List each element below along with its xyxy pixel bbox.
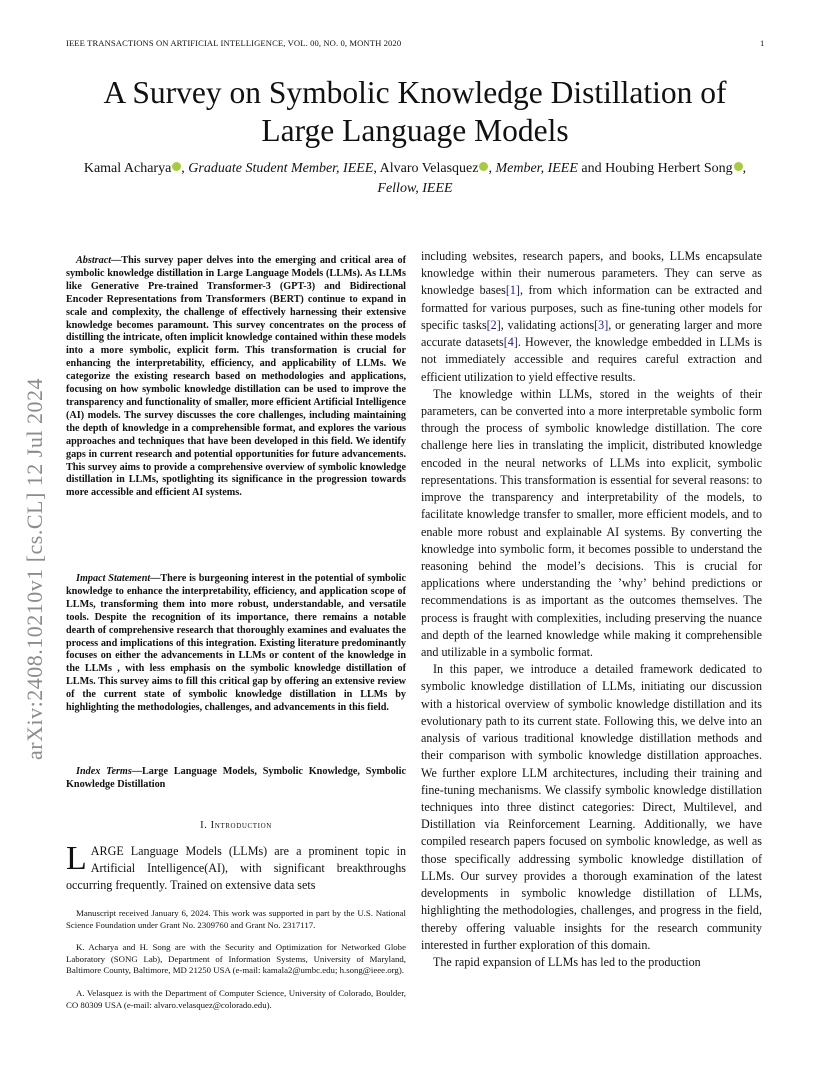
citation-link[interactable]: [1] — [505, 283, 520, 298]
orcid-icon[interactable] — [479, 162, 488, 171]
intro-text: ARGE Language Models (LLMs) are a prominent topic in Artificial Intelligence(AI), with significant breakthroughs occurring frequently. Trained on extensive data sets — [66, 844, 406, 893]
right-column-body — [421, 248, 762, 971]
author-2: Alvaro Velasquez — [379, 161, 479, 176]
author-1-role: Graduate Student Member, IEEE — [188, 161, 374, 176]
index-terms — [66, 766, 406, 792]
intro-paragraph — [66, 840, 406, 895]
index-terms-text: —Large Language Models, Symbolic Knowledge, Symbolic Knowledge Distillation — [66, 766, 406, 790]
abstract-text: —This survey paper delves into the emerging and critical area of symbolic knowledge distillation in Large Language Models (LLMs). As LLMs like Generative Pre-trained Transformer-3 (GPT-3) and Bidirectional Encoder Representations from Transformers (BERT) continue to expand in scale and complexity, the challenge of effectively harnessing their extensive knowledge becomes paramount. This survey concentrates on the process of distilling the intricate, often implicit knowledge contained within these models into a more symbolic, explicit form. This transformation is crucial for enhancing the interpretability, efficiency, and applicability of LLMs. We categorize the existing research based on methodologies and applications, focusing on how symbolic knowledge distillation can be used to improve the transparency and functionality of smaller, more efficient Artificial Intelligence (AI) models. The survey discusses the core challenges, including maintaining the depth of knowledge in a comprehensible format, and explores the various approaches and techniques that have been developed in this field. We identify gaps in current research and potential opportunities for future advancements. This survey aims to provide a comprehensive overview of symbolic knowledge distillation in LLMs, spotlighting its significance in the progression towards more accessible and efficient AI systems. — [66, 255, 406, 499]
text-run: , or generating larger and more accurate datasets — [421, 317, 762, 350]
author-1: Kamal Acharya — [83, 161, 172, 176]
text-run: , validating actions — [500, 317, 595, 332]
citation-link[interactable]: [2] — [486, 317, 501, 332]
author-conjunction: and — [581, 161, 602, 176]
impact-statement — [66, 573, 406, 715]
impact-label: Impact Statement — [76, 573, 151, 584]
paragraph: The rapid expansion of LLMs has led to the production — [433, 954, 701, 969]
citation-link[interactable]: [3] — [594, 317, 609, 332]
title-line-1: A Survey on Symbolic Knowledge Distillation of — [103, 75, 727, 110]
text-run: including websites, research papers, and books, LLMs encapsulate knowledge within their numerous parameters. They can serve as knowledge bases — [421, 249, 762, 298]
footnote-manuscript: Manuscript received January 6, 2024. This work was supported in part by the U.S. National Science Foundation under Grant No. 2309760 and Grant No. 2317117. — [66, 908, 406, 930]
footnote-affiliation-1: K. Acharya and H. Song are with the Security and Optimization for Networked Globe Laboratory (SONG Lab), Department of Information Systems, University of Maryland, Baltimore County, Baltimore, MD 21250 USA (e-mail: kamala2@umbc.edu; h.song@ieee.org). — [66, 942, 406, 976]
impact-text: —There is burgeoning interest in the potential of symbolic knowledge to enhance the interpretability, efficiency, and application scope of LLMs, transforming them into more robust, understandable, and versatile tools. Despite the recognition of its importance, there remains a notable dearth of comprehensive research that thoroughly examines and evaluates the process and implications of this integration. Existing literature predominantly focuses on either the advancements in LLMs or content of the knowledge in the LLMs , with less emphasis on the symbolic knowledge distillation of LLMs. This survey aims to fill this critical gap by offering an extensive review of the current state of symbolic knowledge distillation in LLMs by highlighting the methodologies, challenges, and advancements in this field. — [66, 573, 406, 714]
orcid-icon[interactable] — [734, 162, 743, 171]
running-header: IEEE TRANSACTIONS ON ARTIFICIAL INTELLIGENCE, VOL. 00, NO. 0, MONTH 2020 — [66, 38, 402, 48]
citation-link[interactable]: [4] — [503, 335, 518, 350]
author-list: Kamal Acharya , Graduate Student Member, IEEE, Alvaro Velasquez , Member, IEEE and Houbing Herbert Song , Fellow, IEEE — [83, 161, 747, 196]
paper-title — [40, 74, 790, 150]
text-run: , from which information can be extracted and formatted for various purposes, such as fine-tuning other models for specific tasks — [421, 283, 762, 332]
page-number: 1 — [760, 38, 765, 48]
section-heading: I. Introduction — [200, 820, 272, 831]
index-terms-label: Index Terms — [76, 766, 132, 777]
author-3: Houbing Herbert Song — [605, 161, 733, 176]
paragraph: The knowledge within LLMs, stored in the weights of their parameters, can be converted into a more interpretable symbolic form through the process of symbolic knowledge distillation. The core challenge here lies in translating the implicit, distributed knowledge encoded in the neural networks of LLMs into explicit, symbolic representations. This transformation is essential for several reasons: to improve the transparency and interpretability of the models, to facilitate knowledge transfer to smaller, more efficient models, and to enable more robust and explainable AI systems. By converting the knowledge into symbolic form, it becomes possible to understand the reasoning behind the model’s decisions. This is crucial for applications where understanding the ’why’ behind predictions or recommendations is as important as the outcomes themselves. The process is fraught with complexities, including preserving the nuance and depth of the learned knowledge while making it comprehensible and utilizable in a symbolic format. — [421, 386, 762, 660]
paragraph — [421, 248, 762, 386]
drop-cap: L — [66, 840, 87, 877]
author-3-role: Fellow, IEEE — [377, 181, 453, 196]
author-2-role: Member, IEEE — [495, 161, 578, 176]
orcid-icon[interactable] — [172, 162, 181, 171]
title-line-2: Large Language Models — [261, 113, 569, 148]
abstract-label: Abstract — [76, 255, 112, 266]
paragraph: In this paper, we introduce a detailed framework dedicated to symbolic knowledge distillation of LLMs, initiating our discussion with a historical overview of symbolic knowledge distillation and its evolutionary path to its current state. Following this, we delve into an analysis of various traditional knowledge distillation methods and their comparison with symbolic knowledge distillation approaches. We further explore LLM architectures, including their training and fine-tuning mechanisms. We classify symbolic knowledge distillation techniques into three distinct categories: Direct, Multilevel, and Distillation via Reinforcement Learning. Additionally, we have compiled research papers focused on symbolic knowledge, as well as those specifically addressing symbolic knowledge distillation of LLMs. Our survey provides a thorough examination of the latest developments in symbolic knowledge distillation of LLMs, highlighting the methodologies, challenges, and progress in the field, thereby offering valuable insights for the research community interested in further exploration of this domain. — [421, 662, 762, 952]
abstract — [66, 255, 406, 500]
arxiv-sidebar-stamp: arXiv:2408.10210v1 [cs.CL] 12 Jul 2024 — [22, 378, 47, 760]
text-run: . However, the knowledge embedded in LLMs is not immediately accessible and requires careful extraction and efficient utilization to yield effective results. — [421, 335, 762, 384]
footnote-affiliation-2: A. Velasquez is with the Department of Computer Science, University of Colorado, Boulder, CO 80309 USA (e-mail: alvaro.velasquez@colorado.edu). — [66, 988, 406, 1010]
